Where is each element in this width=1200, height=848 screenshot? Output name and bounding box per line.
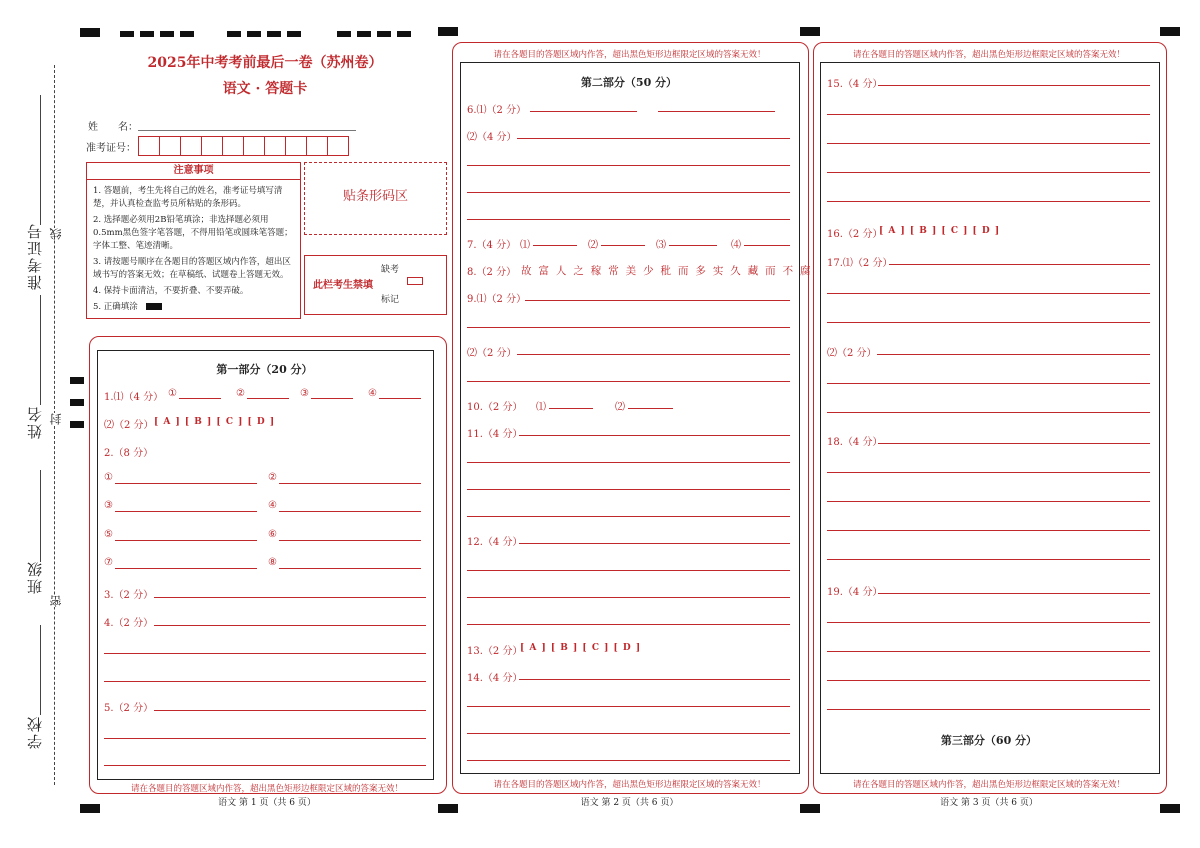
binding-underline-3: [40, 470, 41, 562]
q8-sentence[interactable]: 故 富 人 之 稼 常 美 少 秕 而 多 实 久 藏 而 不 腐: [521, 265, 813, 277]
exam-no-grid[interactable]: [138, 136, 348, 156]
q19-line-3[interactable]: [827, 651, 1150, 652]
q18-line-3[interactable]: [827, 501, 1150, 502]
q9-2-line-1[interactable]: [517, 354, 790, 355]
q7-blank-4-label: ⑷: [731, 240, 741, 251]
q11-label: 11.（4 分）: [467, 429, 523, 440]
q7-label: 7.（4 分）: [467, 240, 517, 251]
q3-line[interactable]: [154, 597, 426, 598]
card-subtitle: 语文 · 答题卡: [222, 81, 308, 97]
absent-mark-box[interactable]: [407, 277, 423, 285]
alignment-mark: [227, 31, 241, 37]
q13-choices[interactable]: [ A ] [ B ] [ C ] [ D ]: [520, 643, 642, 653]
alignment-mark: [70, 399, 84, 406]
q6-2-line-3[interactable]: [467, 192, 790, 193]
q2-blank-2[interactable]: [279, 483, 421, 484]
q11-line-1[interactable]: [519, 435, 790, 436]
q15-line-4[interactable]: [827, 172, 1150, 173]
q6-1-blank-2[interactable]: [658, 111, 775, 112]
q4-line-1[interactable]: [154, 625, 426, 626]
absent-box: [304, 255, 447, 315]
binding-school-label: 学校: [26, 715, 44, 749]
notice-item-3: 3. 请按题号顺序在各题目的答题区域内作答，超出区域书写的答案无效；在草稿纸、试题卷上答题无效。: [93, 257, 291, 280]
q2-blank-3[interactable]: [115, 511, 257, 512]
alignment-mark: [1160, 27, 1180, 36]
alignment-mark: [397, 31, 411, 37]
binding-underline-1: [40, 95, 41, 225]
notice-item-5: 5. 正确填涂: [93, 302, 138, 312]
q17-2-line-3[interactable]: [827, 412, 1150, 413]
q4-label: 4.（2 分）: [104, 618, 154, 629]
q1-blank-3-label: ③: [300, 388, 309, 399]
q7-blank-1[interactable]: [533, 245, 577, 246]
q15-line-3[interactable]: [827, 143, 1150, 144]
q12-line-1[interactable]: [519, 543, 790, 544]
q18-line-4[interactable]: [827, 530, 1150, 531]
q11-line-3[interactable]: [467, 489, 790, 490]
filled-sample: [146, 303, 162, 310]
alignment-mark: [267, 31, 281, 37]
alignment-mark: [800, 27, 820, 36]
notice-item-4: 4. 保持卡面清洁，不要折叠、不要弄破。: [93, 286, 249, 296]
absent-label-bottom: 标记: [381, 295, 400, 305]
q1-blank-2-label: ②: [236, 388, 245, 399]
q18-label: 18.（4 分）: [827, 437, 883, 448]
q8-label: 8.（2 分）: [467, 267, 517, 278]
q5-line-2[interactable]: [104, 738, 426, 739]
q9-1-line-1[interactable]: [525, 300, 790, 301]
warning-page1: 请在各题目的答题区域内作答，超出黑色矩形边框限定区域的答案无效！: [130, 784, 403, 794]
alignment-mark: [337, 31, 351, 37]
q10-blank-1-label: ⑴: [536, 402, 546, 413]
q2-blank-4-label: ④: [268, 500, 277, 511]
binding-dotted-line: [54, 65, 55, 785]
q18-line-5[interactable]: [827, 559, 1150, 560]
warning-page2: 请在各题目的答题区域内作答，超出黑色矩形边框限定区域的答案无效！: [493, 780, 766, 790]
q17-2-line-2[interactable]: [827, 383, 1150, 384]
q1-blank-1-label: ①: [168, 388, 177, 399]
q2-blank-5-label: ⑤: [104, 529, 113, 540]
q2-blank-3-label: ③: [104, 500, 113, 511]
q9-2-label: ⑵（2 分）: [467, 348, 517, 359]
q9-2-line-2[interactable]: [467, 381, 790, 382]
alignment-mark: [160, 31, 174, 37]
binding-class-label: 班级: [26, 560, 44, 594]
q2-blank-4[interactable]: [279, 511, 421, 512]
notice-title: 注意事项: [87, 163, 300, 180]
q17-1-line-3[interactable]: [827, 322, 1150, 323]
q6-2-label: ⑵（4 分）: [467, 132, 517, 143]
q19-label: 19.（4 分）: [827, 587, 883, 598]
name-field[interactable]: [138, 130, 356, 131]
alignment-mark: [140, 31, 154, 37]
exam-no-label: 准考证号：: [86, 143, 136, 154]
q7-blank-4[interactable]: [744, 245, 790, 246]
answer-region-2: [460, 62, 800, 774]
q18-line-2[interactable]: [827, 472, 1150, 473]
binding-mi: 密: [49, 595, 63, 607]
binding-name-label: 姓名: [26, 405, 44, 439]
q1-2-choices[interactable]: [ A ] [ B ] [ C ] [ D ]: [154, 417, 276, 427]
alignment-mark: [180, 31, 194, 37]
q16-choices[interactable]: [ A ] [ B ] [ C ] [ D ]: [879, 226, 1001, 236]
q14-line-2[interactable]: [467, 706, 790, 707]
q14-line-4[interactable]: [467, 760, 790, 761]
q12-line-2[interactable]: [467, 570, 790, 571]
q14-line-3[interactable]: [467, 733, 790, 734]
warning-page3: 请在各题目的答题区域内作答，超出黑色矩形边框限定区域的答案无效！: [852, 780, 1125, 790]
q1-blank-4-label: ④: [368, 388, 377, 399]
notice-item-1: 1. 答题前，考生先将自己的姓名，准考证号填写清楚，并认真检查监考员所粘贴的条形码。: [93, 186, 283, 209]
q10-blank-1[interactable]: [549, 408, 593, 409]
q6-2-line-2[interactable]: [467, 165, 790, 166]
q3-label: 3.（2 分）: [104, 590, 154, 601]
q2-blank-8-label: ⑧: [268, 557, 277, 568]
q2-label: 2.（8 分）: [104, 448, 154, 459]
footer-page1: 语文 第 1 页（共 6 页）: [218, 798, 316, 808]
q2-blank-1[interactable]: [115, 483, 257, 484]
q7-blank-3-label: ⑶: [656, 240, 666, 251]
card-title: 2025年中考考前最后一卷（苏州卷）: [147, 55, 383, 71]
q17-2-label: ⑵（2 分）: [827, 348, 877, 359]
binding-exam-no-label: 准考证号: [26, 222, 44, 290]
footer-page2: 语文 第 2 页（共 6 页）: [580, 798, 679, 808]
q10-blank-2[interactable]: [628, 408, 673, 409]
q17-1-line-1[interactable]: [889, 264, 1150, 265]
warning-page2-top: 请在各题目的答题区域内作答，超出黑色矩形边框限定区域的答案无效！: [493, 50, 766, 60]
q9-1-line-2[interactable]: [467, 327, 790, 328]
alignment-mark: [247, 31, 261, 37]
q2-blank-7-label: ⑦: [104, 557, 113, 568]
q2-blank-6[interactable]: [279, 540, 421, 541]
binding-feng: 封: [49, 413, 63, 425]
alignment-mark: [120, 31, 134, 37]
q1-blank-1[interactable]: [179, 398, 221, 399]
alignment-mark: [438, 27, 458, 36]
part1-title: 第一部分（20 分）: [216, 363, 313, 376]
alignment-mark: [70, 377, 84, 384]
q15-line-2[interactable]: [827, 114, 1150, 115]
alignment-mark: [70, 421, 84, 428]
name-label: 姓 名：: [88, 122, 138, 133]
q10-label: 10.（2 分）: [467, 402, 523, 413]
part2-title: 第二部分（50 分）: [580, 76, 678, 89]
alignment-mark: [357, 31, 371, 37]
q12-line-3[interactable]: [467, 597, 790, 598]
q14-line-1[interactable]: [519, 679, 790, 680]
q1-blank-2[interactable]: [247, 398, 289, 399]
q2-blank-6-label: ⑥: [268, 529, 277, 540]
q19-line-4[interactable]: [827, 680, 1150, 681]
q12-line-4[interactable]: [467, 624, 790, 625]
q12-label: 12.（4 分）: [467, 537, 523, 548]
footer-page3: 语文 第 3 页（共 6 页）: [940, 798, 1038, 808]
notice-item-2: 2. 选择题必须用2B铅笔填涂；非选择题必须用0.5mm黑色签字笔答题，不得用铅笔或圆珠笔答题；字体工整、笔迹清晰。: [93, 215, 293, 251]
q17-1-line-2[interactable]: [827, 293, 1150, 294]
q2-blank-1-label: ①: [104, 472, 113, 483]
q5-line-1[interactable]: [154, 710, 426, 711]
q15-label: 15.（4 分）: [827, 79, 883, 90]
q1-2-label: ⑵（2 分）: [104, 420, 154, 431]
q17-2-line-1[interactable]: [877, 354, 1150, 355]
answer-region-3: [820, 62, 1160, 774]
q7-blank-3[interactable]: [669, 245, 717, 246]
q4-line-3[interactable]: [104, 681, 426, 682]
alignment-mark: [287, 31, 301, 37]
q7-blank-2-label: ⑵: [588, 240, 598, 251]
q19-line-1[interactable]: [878, 593, 1150, 594]
absent-label-top: 缺考: [381, 265, 400, 275]
q10-blank-2-label: ⑵: [615, 402, 625, 413]
q19-line-2[interactable]: [827, 622, 1150, 623]
q6-2-line-1[interactable]: [517, 138, 790, 139]
q13-label: 13.（2 分）: [467, 646, 523, 657]
q7-blank-2[interactable]: [601, 245, 645, 246]
q1-blank-3[interactable]: [311, 398, 353, 399]
q2-blank-2-label: ②: [268, 472, 277, 483]
binding-underline-4: [40, 625, 41, 715]
q6-1-blank-1[interactable]: [530, 111, 637, 112]
q11-line-4[interactable]: [467, 516, 790, 517]
q6-2-line-4[interactable]: [467, 219, 790, 220]
q15-line-1[interactable]: [878, 85, 1150, 86]
q1-blank-4[interactable]: [379, 398, 421, 399]
q9-label: 9.⑴（2 分）: [467, 294, 527, 305]
q5-line-3[interactable]: [104, 765, 426, 766]
q7-blank-1-label: ⑴: [520, 240, 530, 251]
q14-label: 14.（4 分）: [467, 673, 523, 684]
q1-label: 1.⑴（4 分）: [104, 392, 164, 403]
notice-box: [86, 162, 301, 319]
q15-line-5[interactable]: [827, 201, 1150, 202]
q2-blank-8[interactable]: [279, 568, 421, 569]
q4-line-2[interactable]: [104, 653, 426, 654]
absent-forbidden-label: 此栏考生禁填: [313, 280, 373, 291]
q18-line-1[interactable]: [878, 443, 1150, 444]
q19-line-5[interactable]: [827, 709, 1150, 710]
part3-title: 第三部分（60 分）: [940, 734, 1038, 747]
q16-label: 16.（2 分）: [827, 229, 883, 240]
q11-line-2[interactable]: [467, 462, 790, 463]
warning-page3-top: 请在各题目的答题区域内作答，超出黑色矩形边框限定区域的答案无效！: [852, 50, 1125, 60]
alignment-mark: [377, 31, 391, 37]
binding-underline-2: [40, 295, 41, 405]
binding-xian: 线: [49, 228, 63, 240]
q2-blank-7[interactable]: [115, 568, 257, 569]
answer-region-1: [97, 350, 434, 780]
barcode-area: [304, 162, 447, 235]
q6-label: 6.⑴（2 分）: [467, 105, 527, 116]
q2-blank-5[interactable]: [115, 540, 257, 541]
barcode-label: 贴条形码区: [342, 189, 408, 204]
alignment-mark: [80, 28, 100, 37]
q17-label: 17.⑴（2 分）: [827, 258, 893, 269]
q5-label: 5.（2 分）: [104, 703, 154, 714]
